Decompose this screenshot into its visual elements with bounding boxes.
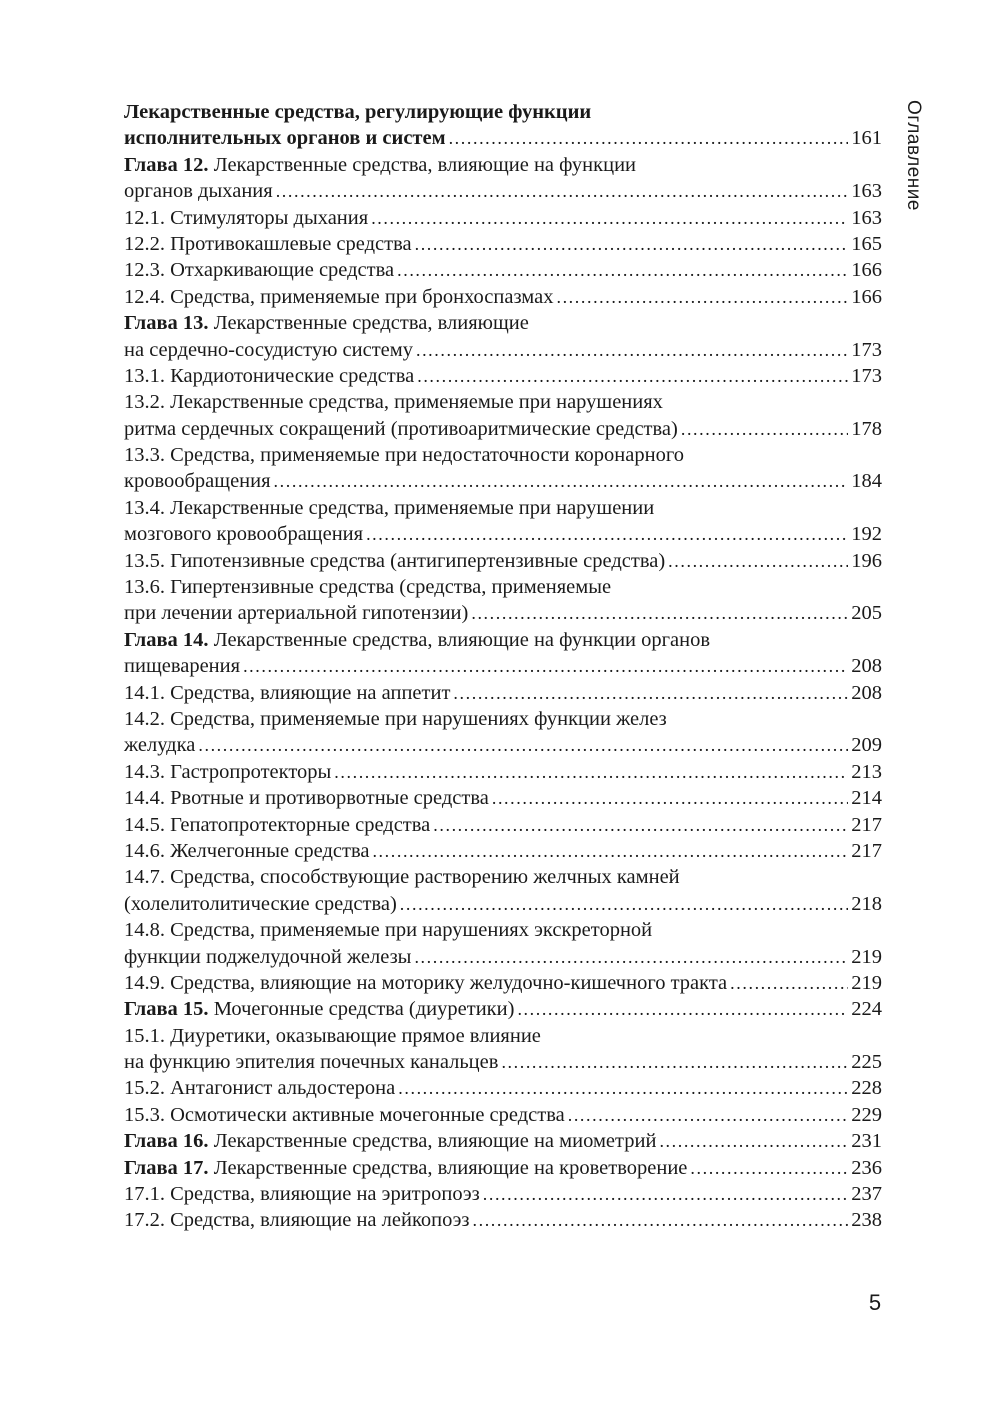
dot-leader bbox=[668, 548, 848, 574]
toc-entry-title: 14.2. Средства, применяемые при нарушениях функции желез bbox=[124, 707, 667, 730]
toc-line bbox=[124, 1102, 882, 1128]
toc-line bbox=[124, 864, 882, 890]
dot-leader bbox=[334, 759, 848, 785]
toc-entry-title: 14.1. Средства, влияющие на аппетит bbox=[124, 681, 451, 704]
toc-line bbox=[124, 416, 882, 442]
toc-line bbox=[124, 944, 882, 970]
toc-entry-title: 12.1. Стимуляторы дыхания bbox=[124, 206, 369, 229]
toc-line bbox=[124, 996, 882, 1022]
toc-entry-title: Лекарственные средства, влияющие на кроветворение bbox=[208, 1156, 688, 1179]
toc-entry-title: 14.9. Средства, влияющие на моторику желудочно-кишечного тракта bbox=[124, 971, 728, 994]
toc-entry-title: на функцию эпителия почечных канальцев bbox=[124, 1051, 499, 1074]
toc-page-number: 208 bbox=[851, 681, 882, 704]
toc-line bbox=[124, 99, 882, 125]
toc-entry-title: пищеварения bbox=[124, 655, 241, 678]
toc-page-number: 205 bbox=[851, 602, 882, 625]
dot-leader bbox=[690, 1155, 848, 1181]
toc-line bbox=[124, 125, 882, 151]
toc-entry-text bbox=[124, 125, 446, 151]
toc-line bbox=[124, 363, 882, 389]
toc-line bbox=[124, 1155, 882, 1181]
toc-page-number: 208 bbox=[851, 655, 882, 678]
toc-line bbox=[124, 917, 882, 943]
toc-line bbox=[124, 706, 882, 732]
toc-page-number: 166 bbox=[851, 259, 882, 282]
dot-leader bbox=[243, 653, 848, 679]
dot-leader bbox=[400, 891, 848, 917]
toc-entry-text bbox=[124, 521, 363, 547]
toc-entry-text bbox=[124, 970, 727, 996]
toc-entry-bold: Глава 13. bbox=[124, 312, 209, 335]
toc-line bbox=[124, 337, 882, 363]
dot-leader bbox=[473, 1207, 849, 1233]
toc-entry-text bbox=[124, 680, 450, 706]
toc-entry-title: органов дыхания bbox=[124, 180, 273, 203]
toc-page-number: 173 bbox=[851, 364, 882, 387]
toc-entry-text bbox=[124, 284, 553, 310]
toc-page-number: 217 bbox=[851, 813, 882, 836]
table-of-contents bbox=[124, 99, 882, 1234]
toc-entry-title: 15.1. Диуретики, оказывающие прямое влияние bbox=[124, 1024, 541, 1047]
toc-page-number: 192 bbox=[851, 523, 882, 546]
toc-entry-text bbox=[124, 1049, 498, 1075]
toc-entry-bold: Глава 12. bbox=[124, 153, 209, 176]
toc-entry-title: при лечении артериальной гипотензии) bbox=[124, 602, 469, 625]
dot-leader bbox=[483, 1181, 849, 1207]
dot-leader bbox=[681, 416, 848, 442]
toc-line bbox=[124, 468, 882, 494]
toc-page-number: 219 bbox=[851, 971, 882, 994]
toc-line bbox=[124, 1023, 882, 1049]
toc-entry-text bbox=[124, 178, 273, 204]
toc-entry-title: 14.5. Гепатопротекторные средства bbox=[124, 813, 431, 836]
toc-page-number: 238 bbox=[851, 1209, 882, 1232]
dot-leader bbox=[276, 178, 849, 204]
toc-line bbox=[124, 970, 882, 996]
toc-entry-text bbox=[124, 416, 678, 442]
toc-entry-bold: Лекарственные средства, регулирующие функции bbox=[124, 101, 592, 123]
dot-leader bbox=[471, 600, 848, 626]
dot-leader bbox=[415, 231, 849, 257]
toc-entry-title: ритма сердечных сокращений (противоаритмические средства) bbox=[124, 417, 678, 440]
toc-line bbox=[124, 284, 882, 310]
toc-entry-title: (холелитолитические средства) bbox=[124, 892, 397, 915]
toc-entry-title: на сердечно-сосудистую систему bbox=[124, 338, 413, 361]
dot-leader bbox=[568, 1102, 849, 1128]
toc-entry-title: желудка bbox=[124, 734, 196, 757]
toc-page-number: 231 bbox=[851, 1130, 882, 1153]
toc-entry-text bbox=[124, 389, 663, 415]
dot-leader bbox=[414, 944, 848, 970]
toc-line bbox=[124, 627, 882, 653]
toc-entry-text bbox=[124, 310, 529, 336]
toc-line bbox=[124, 574, 882, 600]
dot-leader bbox=[449, 125, 849, 151]
toc-line bbox=[124, 257, 882, 283]
toc-page-number: 219 bbox=[851, 945, 882, 968]
toc-entry-text bbox=[124, 257, 394, 283]
toc-line bbox=[124, 812, 882, 838]
dot-leader bbox=[556, 284, 848, 310]
toc-page-number: 163 bbox=[851, 206, 882, 229]
toc-entry-text bbox=[124, 548, 665, 574]
dot-leader bbox=[730, 970, 848, 996]
toc-line bbox=[124, 1181, 882, 1207]
toc-entry-title: 14.6. Желчегонные средства bbox=[124, 839, 370, 862]
toc-entry-bold: Глава 16. bbox=[124, 1130, 209, 1153]
toc-line bbox=[124, 310, 882, 336]
page-number: 5 bbox=[868, 1290, 882, 1315]
toc-entry-title: 12.2. Противокашлевые средства bbox=[124, 232, 412, 255]
dot-leader bbox=[274, 468, 849, 494]
dot-leader bbox=[198, 732, 848, 758]
toc-line bbox=[124, 152, 882, 178]
toc-entry-title: 17.1. Средства, влияющие на эритропоэз bbox=[124, 1183, 480, 1206]
toc-entry-text bbox=[124, 759, 331, 785]
toc-page-number: 184 bbox=[851, 470, 882, 493]
toc-line bbox=[124, 759, 882, 785]
toc-line bbox=[124, 680, 882, 706]
toc-line bbox=[124, 231, 882, 257]
toc-page-number: 236 bbox=[851, 1156, 882, 1179]
toc-entry-title: 15.2. Антагонист альдостерона bbox=[124, 1077, 396, 1100]
toc-entry-text bbox=[124, 1075, 395, 1101]
toc-line bbox=[124, 838, 882, 864]
toc-entry-title: функции поджелудочной железы bbox=[124, 945, 412, 968]
dot-leader bbox=[453, 680, 848, 706]
toc-entry-title: 13.3. Средства, применяемые при недостаточности коронарного bbox=[124, 444, 684, 467]
toc-page-number: 178 bbox=[851, 417, 882, 440]
toc-entry-title: 14.8. Средства, применяемые при нарушениях экскреторной bbox=[124, 919, 653, 942]
toc-entry-title: 14.3. Гастропротекторы bbox=[124, 760, 332, 783]
toc-entry-text bbox=[124, 1155, 687, 1181]
toc-page-number: 163 bbox=[851, 180, 882, 203]
toc-entry-title: кровообращения bbox=[124, 470, 271, 493]
toc-entry-title: Лекарственные средства, влияющие на функции bbox=[208, 153, 637, 176]
toc-entry-text bbox=[124, 468, 271, 494]
toc-entry-title: 13.5. Гипотензивные средства (антигипертензивные средства) bbox=[124, 549, 666, 572]
toc-entry-title: 14.4. Рвотные и противорвотные средства bbox=[124, 787, 489, 810]
toc-entry-text bbox=[124, 337, 413, 363]
toc-line bbox=[124, 1049, 882, 1075]
toc-page-number: 161 bbox=[851, 127, 882, 150]
toc-entry-text bbox=[124, 891, 397, 917]
toc-entry-text bbox=[124, 152, 636, 178]
toc-line bbox=[124, 495, 882, 521]
dot-leader bbox=[366, 521, 848, 547]
toc-page-number: 225 bbox=[851, 1051, 882, 1074]
toc-entry-title: 13.1. Кардиотонические средства bbox=[124, 364, 415, 387]
toc-entry-title: 15.3. Осмотически активные мочегонные средства bbox=[124, 1103, 565, 1126]
toc-entry-text bbox=[124, 231, 412, 257]
toc-page-number: 166 bbox=[851, 285, 882, 308]
toc-entry-text bbox=[124, 917, 652, 943]
dot-leader bbox=[433, 812, 848, 838]
toc-entry-text bbox=[124, 495, 654, 521]
toc-entry-title: Лекарственные средства, влияющие bbox=[208, 312, 529, 335]
toc-entry-title: Мочегонные средства (диуретики) bbox=[208, 998, 515, 1021]
toc-entry-text bbox=[124, 205, 368, 231]
toc-entry-text bbox=[124, 812, 430, 838]
toc-line bbox=[124, 653, 882, 679]
toc-entry-text bbox=[124, 363, 414, 389]
toc-line bbox=[124, 732, 882, 758]
toc-entry-bold: Глава 14. bbox=[124, 628, 209, 651]
toc-entry-text bbox=[124, 600, 468, 626]
toc-page-number: 173 bbox=[851, 338, 882, 361]
toc-entry-text bbox=[124, 627, 710, 653]
toc-entry-title: 13.6. Гипертензивные средства (средства, применяемые bbox=[124, 576, 612, 599]
toc-page-number: 218 bbox=[851, 892, 882, 915]
toc-line bbox=[124, 178, 882, 204]
toc-entry-bold: Глава 15. bbox=[124, 998, 209, 1021]
toc-entry-title: 13.2. Лекарственные средства, применяемые при нарушениях bbox=[124, 391, 663, 414]
toc-entry-text bbox=[124, 99, 591, 125]
toc-line bbox=[124, 389, 882, 415]
toc-page-number: 224 bbox=[851, 998, 882, 1021]
toc-page-number: 217 bbox=[851, 839, 882, 862]
dot-leader bbox=[501, 1049, 848, 1075]
toc-entry-text bbox=[124, 732, 195, 758]
toc-page-number: 237 bbox=[851, 1183, 882, 1206]
toc-entry-text bbox=[124, 864, 680, 890]
toc-entry-text bbox=[124, 838, 369, 864]
toc-entry-text bbox=[124, 1207, 470, 1233]
toc-page-number: 209 bbox=[851, 734, 882, 757]
toc-line bbox=[124, 521, 882, 547]
toc-entry-title: 12.3. Отхаркивающие средства bbox=[124, 259, 395, 282]
toc-entry-text bbox=[124, 653, 240, 679]
running-header: Оглавление bbox=[903, 100, 924, 211]
toc-line bbox=[124, 1207, 882, 1233]
toc-entry-text bbox=[124, 785, 489, 811]
toc-page-number: 196 bbox=[851, 549, 882, 572]
toc-entry-text bbox=[124, 1181, 480, 1207]
toc-entry-title: 13.4. Лекарственные средства, применяемые при нарушении bbox=[124, 496, 655, 519]
toc-entry-text bbox=[124, 574, 611, 600]
dot-leader bbox=[517, 996, 848, 1022]
dot-leader bbox=[492, 785, 848, 811]
toc-page-number: 228 bbox=[851, 1077, 882, 1100]
toc-entry-bold: Глава 17. bbox=[124, 1156, 209, 1179]
toc-page-number: 229 bbox=[851, 1103, 882, 1126]
dot-leader bbox=[371, 205, 848, 231]
dot-leader bbox=[659, 1128, 848, 1154]
toc-page-number: 213 bbox=[851, 760, 882, 783]
toc-page-number: 165 bbox=[851, 232, 882, 255]
toc-entry-title: 14.7. Средства, способствующие растворению желчных камней bbox=[124, 866, 680, 889]
toc-line bbox=[124, 548, 882, 574]
toc-entry-text bbox=[124, 1128, 656, 1154]
toc-line bbox=[124, 891, 882, 917]
toc-line bbox=[124, 205, 882, 231]
toc-entry-text bbox=[124, 442, 684, 468]
toc-entry-text bbox=[124, 996, 514, 1022]
dot-leader bbox=[417, 363, 848, 389]
toc-entry-title: мозгового кровообращения bbox=[124, 523, 364, 546]
dot-leader bbox=[397, 257, 848, 283]
toc-entry-text bbox=[124, 706, 667, 732]
toc-entry-title: Лекарственные средства, влияющие на функции органов bbox=[208, 628, 711, 651]
toc-line bbox=[124, 785, 882, 811]
toc-line bbox=[124, 600, 882, 626]
toc-entry-title: 17.2. Средства, влияющие на лейкопоэз bbox=[124, 1209, 470, 1232]
toc-entry-bold: исполнительных органов и систем bbox=[124, 127, 446, 150]
toc-line bbox=[124, 1075, 882, 1101]
toc-entry-text bbox=[124, 944, 411, 970]
dot-leader bbox=[372, 838, 848, 864]
dot-leader bbox=[416, 337, 848, 363]
toc-entry-title: Лекарственные средства, влияющие на миометрий bbox=[208, 1130, 657, 1153]
toc-line bbox=[124, 442, 882, 468]
toc-page-number: 214 bbox=[851, 787, 882, 810]
dot-leader bbox=[398, 1075, 848, 1101]
toc-entry-text bbox=[124, 1102, 565, 1128]
toc-line bbox=[124, 1128, 882, 1154]
toc-entry-title: 12.4. Средства, применяемые при бронхоспазмах bbox=[124, 285, 554, 308]
toc-entry-text bbox=[124, 1023, 541, 1049]
